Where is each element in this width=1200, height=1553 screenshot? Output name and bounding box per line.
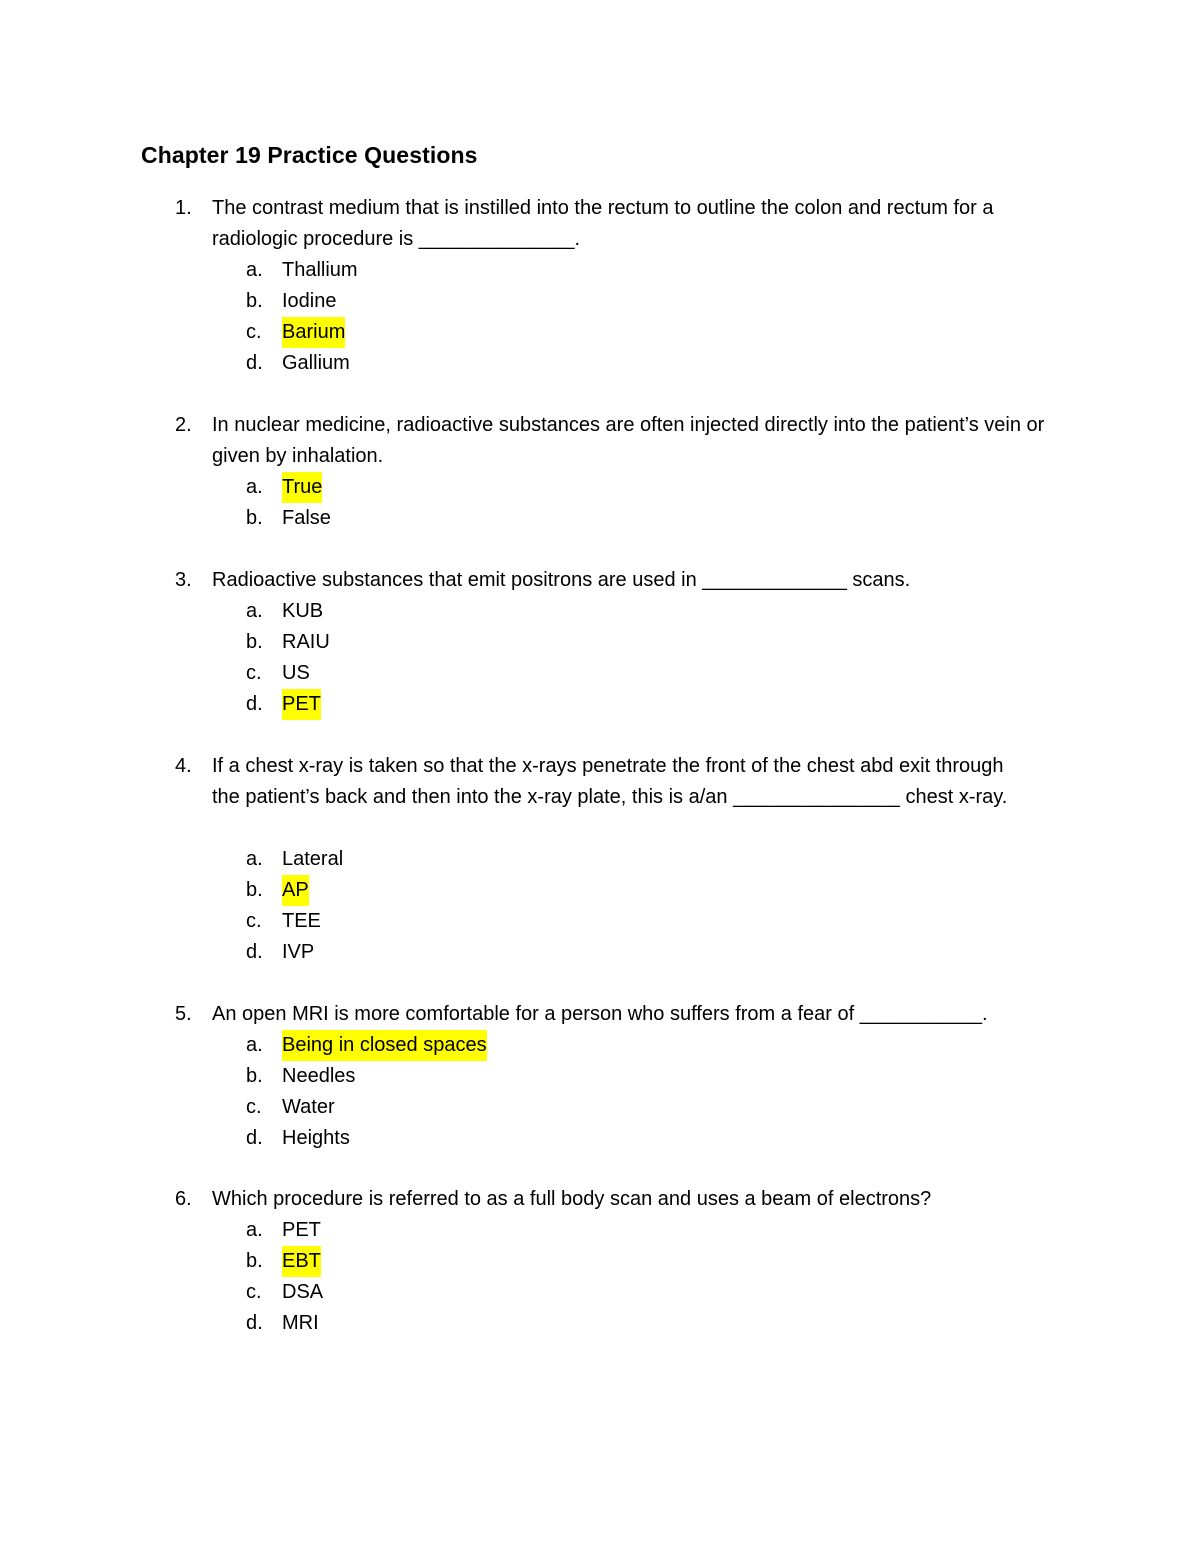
option <box>0 596 1200 627</box>
option-letter: d. <box>246 693 263 715</box>
option <box>0 937 1200 968</box>
option <box>0 348 1200 379</box>
option-text-highlighted: True <box>282 472 322 503</box>
question-number: 3. <box>175 569 192 591</box>
option-letter: b. <box>246 879 263 901</box>
option-text-highlighted: EBT <box>282 1246 321 1277</box>
option-letter: b. <box>246 1250 263 1272</box>
option <box>0 1123 1200 1154</box>
option-letter: c. <box>246 1096 262 1118</box>
option-text: US <box>282 662 310 684</box>
option-text: IVP <box>282 941 315 963</box>
question-text: The contrast medium that is instilled into the rectum to outline the colon and rectum for a radiologic procedure is ______________. <box>212 197 994 250</box>
option-letter: d. <box>246 941 263 963</box>
option <box>0 255 1200 286</box>
option-text-highlighted: PET <box>282 689 321 720</box>
option-letter: a. <box>246 476 263 498</box>
option-text: TEE <box>282 910 321 932</box>
option-highlighted <box>0 689 1200 720</box>
question-number: 1. <box>175 197 192 219</box>
option-text: RAIU <box>282 631 330 653</box>
option <box>0 906 1200 937</box>
option <box>0 503 1200 534</box>
option <box>0 1092 1200 1123</box>
option-highlighted <box>0 1030 1200 1061</box>
option-letter: a. <box>246 259 263 281</box>
option-letter: d. <box>246 352 263 374</box>
option <box>0 844 1200 875</box>
option-letter: c. <box>246 1281 262 1303</box>
option-text: MRI <box>282 1312 319 1334</box>
option <box>0 1308 1200 1339</box>
option-text-highlighted: Being in closed spaces <box>282 1030 487 1061</box>
option-highlighted <box>0 1246 1200 1277</box>
option-text: Lateral <box>282 848 344 870</box>
option-letter: c. <box>246 321 262 343</box>
option-letter: a. <box>246 1034 263 1056</box>
option-letter: b. <box>246 290 263 312</box>
option <box>0 286 1200 317</box>
option-text: DSA <box>282 1281 324 1303</box>
option <box>0 1215 1200 1246</box>
question-text: An open MRI is more comfortable for a person who suffers from a fear of ___________. <box>212 1003 988 1025</box>
option-text: Heights <box>282 1127 350 1149</box>
option-text: PET <box>282 1219 321 1241</box>
option-highlighted <box>0 317 1200 348</box>
page-title: Chapter 19 Practice Questions <box>141 142 478 168</box>
option <box>0 627 1200 658</box>
question-text: Which procedure is referred to as a full body scan and uses a beam of electrons? <box>212 1188 932 1210</box>
question-number: 4. <box>175 755 192 777</box>
question-text: In nuclear medicine, radioactive substances are often injected directly into the patient’s vein or given by inhalation. <box>212 414 1045 467</box>
question-number: 5. <box>175 1003 192 1025</box>
option-letter: d. <box>246 1312 263 1334</box>
option-highlighted <box>0 875 1200 906</box>
option-text: Needles <box>282 1065 356 1087</box>
question-number: 6. <box>175 1188 192 1210</box>
option <box>0 658 1200 689</box>
option-letter: a. <box>246 1219 263 1241</box>
option-letter: a. <box>246 600 263 622</box>
option-text: Iodine <box>282 290 337 312</box>
option-letter: d. <box>246 1127 263 1149</box>
question-text: If a chest x-ray is taken so that the x-rays penetrate the front of the chest abd exit through the patient’s back and then into the x-ray plate, this is a/an _______________ chest x-ray. <box>212 755 1008 808</box>
option <box>0 1061 1200 1092</box>
option-text-highlighted: AP <box>282 875 309 906</box>
option-letter: b. <box>246 1065 263 1087</box>
option-text: Thallium <box>282 259 358 281</box>
option-highlighted <box>0 472 1200 503</box>
option-letter: c. <box>246 910 262 932</box>
option-letter: b. <box>246 507 263 529</box>
option <box>0 1277 1200 1308</box>
option-text: KUB <box>282 600 324 622</box>
option-letter: c. <box>246 662 262 684</box>
option-letter: b. <box>246 631 263 653</box>
option-text: Gallium <box>282 352 350 374</box>
option-text-highlighted: Barium <box>282 317 345 348</box>
option-text: Water <box>282 1096 335 1118</box>
option-letter: a. <box>246 848 263 870</box>
question-number: 2. <box>175 414 192 436</box>
option-text: False <box>282 507 331 529</box>
question-text: Radioactive substances that emit positrons are used in _____________ scans. <box>212 569 911 591</box>
